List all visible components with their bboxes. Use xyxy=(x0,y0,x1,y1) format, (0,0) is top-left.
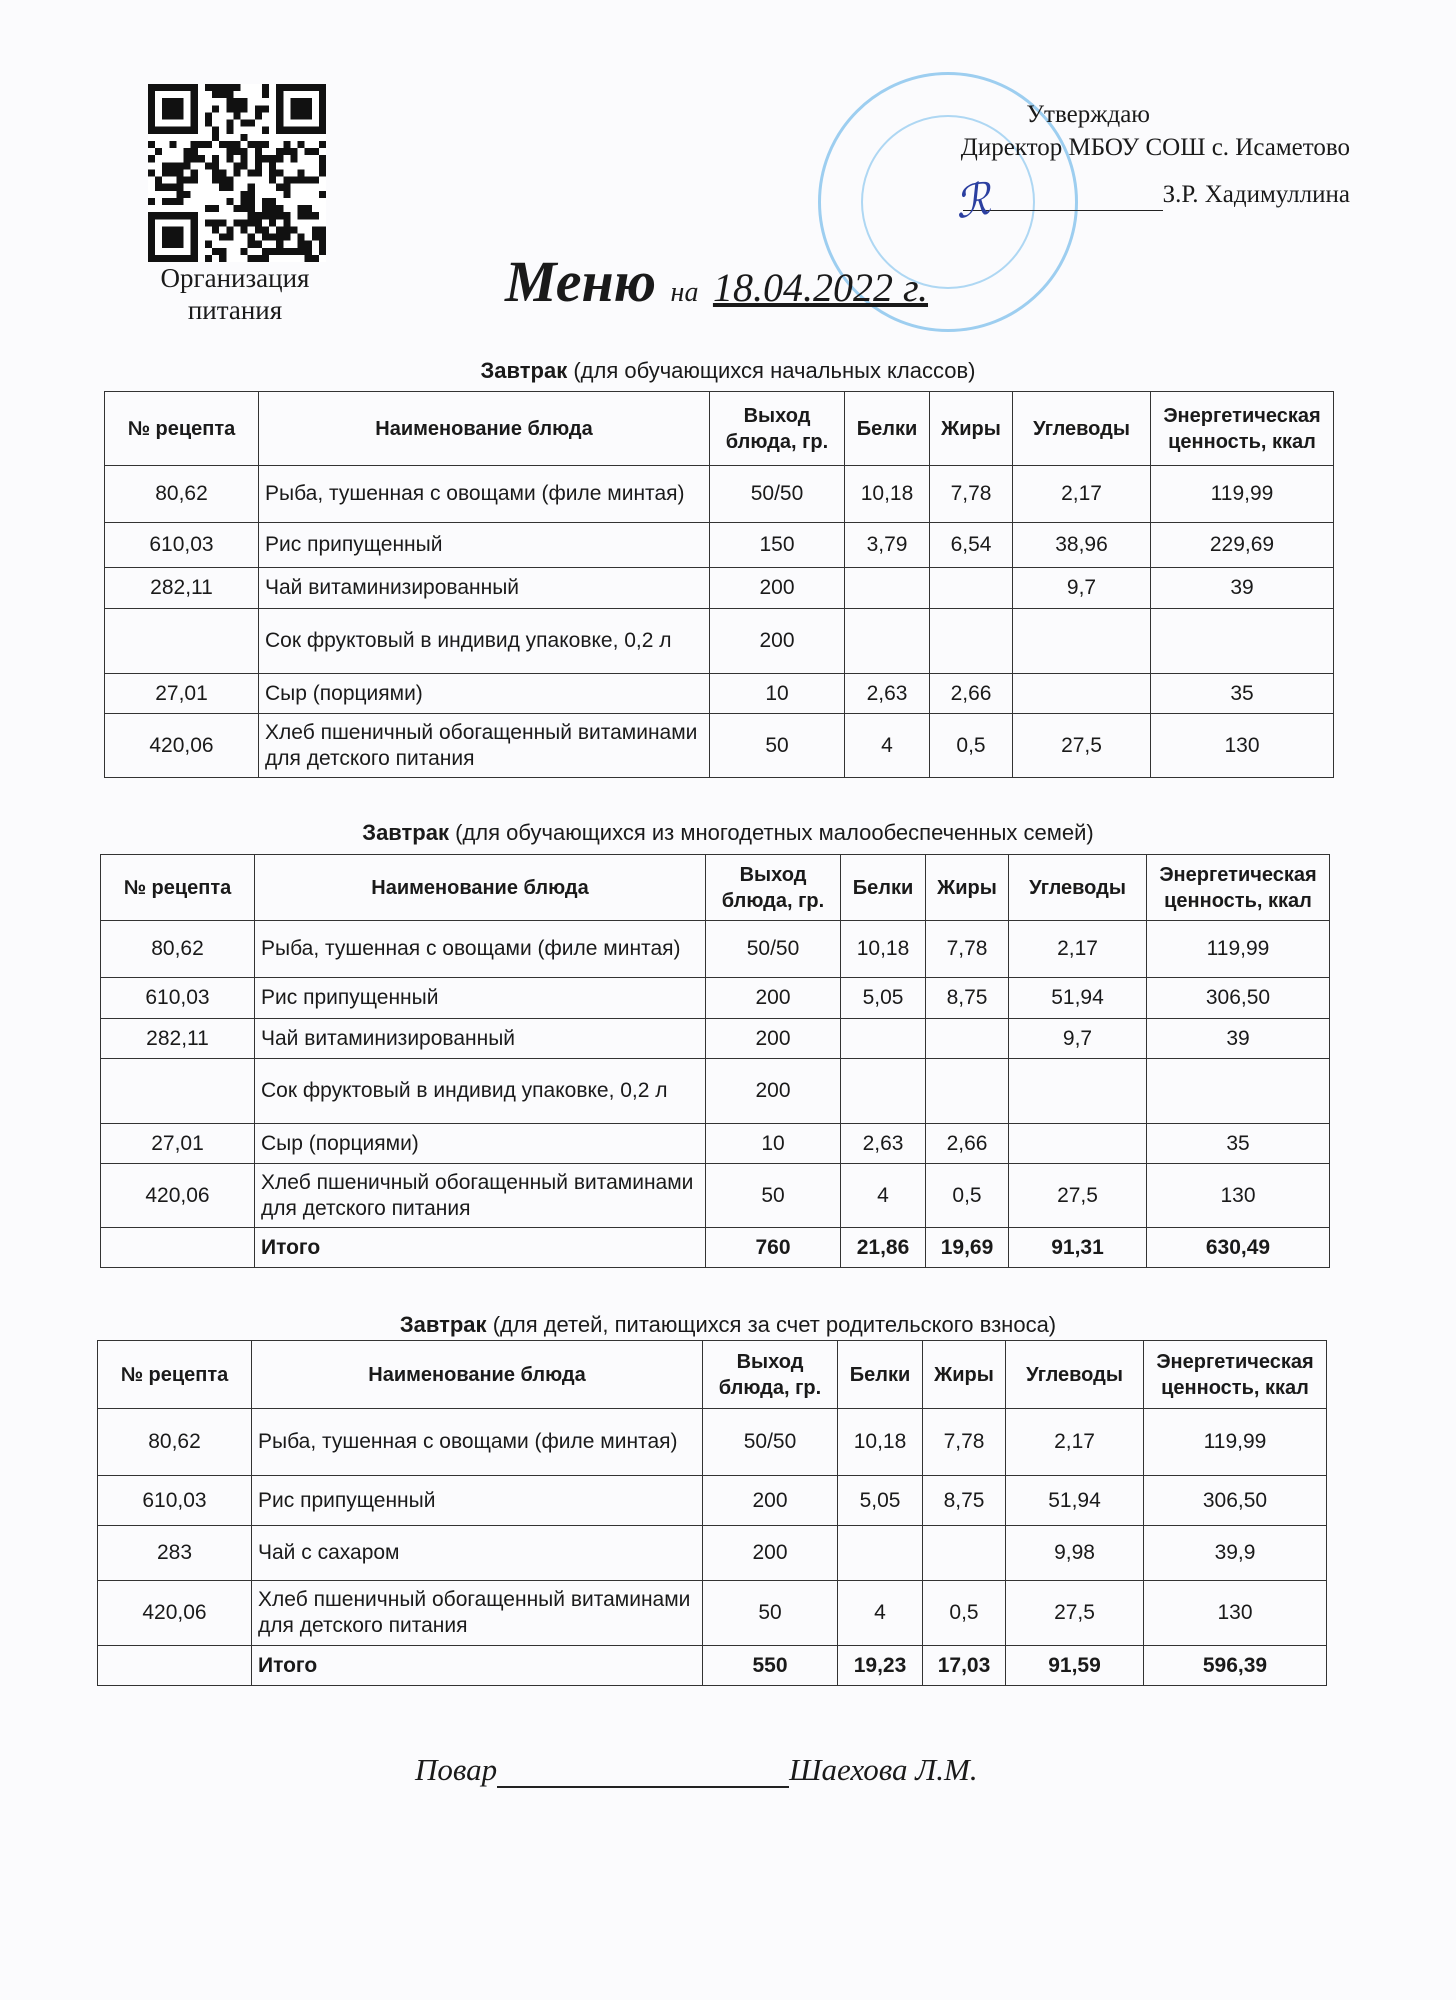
cook-role: Повар xyxy=(415,1752,498,1787)
cell: 50/50 xyxy=(703,1409,838,1476)
column-header: Белки xyxy=(845,392,930,466)
cell: 610,03 xyxy=(98,1476,252,1526)
cell: 7,78 xyxy=(926,921,1009,978)
cell: Сыр (порциями) xyxy=(255,1124,706,1164)
column-header: Наименование блюда xyxy=(259,392,710,466)
column-header: № рецепта xyxy=(98,1341,252,1409)
cell: 130 xyxy=(1147,1164,1330,1228)
cell: Рис припущенный xyxy=(252,1476,703,1526)
table-row xyxy=(101,978,1330,1019)
cell: 2,63 xyxy=(845,674,930,714)
cell: 3,79 xyxy=(845,523,930,568)
cell xyxy=(101,1228,255,1268)
table-row xyxy=(105,523,1334,568)
table-row xyxy=(101,1019,1330,1059)
cell: 80,62 xyxy=(105,466,259,523)
column-header: Энергетическая ценность, ккал xyxy=(1147,855,1330,921)
column-header: Жиры xyxy=(930,392,1013,466)
caption-group: (для обучающихся начальных классов) xyxy=(573,358,976,383)
cell xyxy=(845,568,930,609)
cell xyxy=(98,1646,252,1686)
cell xyxy=(838,1526,923,1581)
menu-table-paid xyxy=(97,1340,1327,1686)
cell: 91,31 xyxy=(1009,1228,1147,1268)
column-header: Углеводы xyxy=(1009,855,1147,921)
cell: 8,75 xyxy=(926,978,1009,1019)
table-caption-2 xyxy=(0,820,1456,846)
table-row xyxy=(101,1124,1330,1164)
column-header: Углеводы xyxy=(1013,392,1151,466)
cell: 7,78 xyxy=(923,1409,1006,1476)
cell: 91,59 xyxy=(1006,1646,1144,1686)
cell xyxy=(1013,609,1151,674)
table-row xyxy=(105,609,1334,674)
cell: 119,99 xyxy=(1144,1409,1327,1476)
cell: 19,69 xyxy=(926,1228,1009,1268)
cell xyxy=(1147,1059,1330,1124)
cell xyxy=(930,609,1013,674)
cell: 39,9 xyxy=(1144,1526,1327,1581)
cell: 130 xyxy=(1144,1581,1327,1646)
cell: 200 xyxy=(703,1526,838,1581)
cell: 27,01 xyxy=(105,674,259,714)
page-title xyxy=(505,248,928,315)
column-header: Выход блюда, гр. xyxy=(703,1341,838,1409)
cell: 4 xyxy=(845,714,930,778)
column-header: № рецепта xyxy=(101,855,255,921)
cell: Рыба, тушенная с овощами (филе минтая) xyxy=(259,466,710,523)
table-row xyxy=(101,921,1330,978)
cell: 610,03 xyxy=(101,978,255,1019)
cell: Итого xyxy=(255,1228,706,1268)
cell: 283 xyxy=(98,1526,252,1581)
cell: 7,78 xyxy=(930,466,1013,523)
cell: 200 xyxy=(703,1476,838,1526)
cell: Итого xyxy=(252,1646,703,1686)
cell: 229,69 xyxy=(1151,523,1334,568)
column-header: Энергетическая ценность, ккал xyxy=(1144,1341,1327,1409)
cell: 50 xyxy=(710,714,845,778)
cell: Сок фруктовый в индивид упаковке, 0,2 л xyxy=(255,1059,706,1124)
title-word: Меню xyxy=(505,249,657,314)
cell: 282,11 xyxy=(105,568,259,609)
cell: 306,50 xyxy=(1144,1476,1327,1526)
cell xyxy=(923,1526,1006,1581)
cell: 27,01 xyxy=(101,1124,255,1164)
cell: 51,94 xyxy=(1006,1476,1144,1526)
cell: Чай витаминизированный xyxy=(259,568,710,609)
cell: 5,05 xyxy=(841,978,926,1019)
qr-code xyxy=(148,84,326,262)
column-header: Жиры xyxy=(926,855,1009,921)
header-row xyxy=(105,392,1334,466)
cell: 596,39 xyxy=(1144,1646,1327,1686)
cell: Рыба, тушенная с овощами (филе минтая) xyxy=(255,921,706,978)
cell: 35 xyxy=(1151,674,1334,714)
cell: Сок фруктовый в индивид упаковке, 0,2 л xyxy=(259,609,710,674)
cell: 27,5 xyxy=(1013,714,1151,778)
cell: 50 xyxy=(703,1581,838,1646)
total-row xyxy=(98,1646,1327,1686)
caption-group: (для детей, питающихся за счет родительского взноса) xyxy=(492,1312,1057,1337)
caption-meal: Завтрак xyxy=(480,358,568,383)
cell: 150 xyxy=(710,523,845,568)
cell xyxy=(841,1019,926,1059)
cell: 420,06 xyxy=(105,714,259,778)
cell: Чай витаминизированный xyxy=(255,1019,706,1059)
cell: 50/50 xyxy=(710,466,845,523)
cell: Хлеб пшеничный обогащенный витаминами для детского питания xyxy=(259,714,710,778)
cell: 2,66 xyxy=(926,1124,1009,1164)
signature-line xyxy=(497,1758,789,1788)
cell: 6,54 xyxy=(930,523,1013,568)
qr-caption-line: Организация xyxy=(160,263,310,293)
cell: 10 xyxy=(710,674,845,714)
cell: 2,17 xyxy=(1006,1409,1144,1476)
table-row xyxy=(101,1164,1330,1228)
cell: 19,23 xyxy=(838,1646,923,1686)
cell: 9,98 xyxy=(1006,1526,1144,1581)
column-header: Выход блюда, гр. xyxy=(706,855,841,921)
cell: 27,5 xyxy=(1006,1581,1144,1646)
cell: 50 xyxy=(706,1164,841,1228)
column-header: Наименование блюда xyxy=(255,855,706,921)
column-header: Энергетическая ценность, ккал xyxy=(1151,392,1334,466)
cell: 420,06 xyxy=(101,1164,255,1228)
table-row xyxy=(98,1581,1327,1646)
cell: 9,7 xyxy=(1009,1019,1147,1059)
cell: 4 xyxy=(838,1581,923,1646)
cell: 80,62 xyxy=(101,921,255,978)
cell xyxy=(926,1059,1009,1124)
caption-group: (для обучающихся из многодетных малообеспеченных семей) xyxy=(455,820,1094,845)
qr-caption xyxy=(130,262,340,326)
table-row xyxy=(101,1059,1330,1124)
column-header: Наименование блюда xyxy=(252,1341,703,1409)
cell xyxy=(105,609,259,674)
cell: 39 xyxy=(1151,568,1334,609)
cell: 51,94 xyxy=(1009,978,1147,1019)
cell xyxy=(1009,1124,1147,1164)
table-row xyxy=(98,1409,1327,1476)
cell: 21,86 xyxy=(841,1228,926,1268)
cell: 2,17 xyxy=(1009,921,1147,978)
cell: 0,5 xyxy=(930,714,1013,778)
cell: 760 xyxy=(706,1228,841,1268)
column-header: Выход блюда, гр. xyxy=(710,392,845,466)
cell xyxy=(1009,1059,1147,1124)
column-header: Углеводы xyxy=(1006,1341,1144,1409)
cell xyxy=(845,609,930,674)
caption-meal: Завтрак xyxy=(362,820,449,845)
cell: 10 xyxy=(706,1124,841,1164)
cell: 9,7 xyxy=(1013,568,1151,609)
cell: 4 xyxy=(841,1164,926,1228)
qr-caption-line: питания xyxy=(187,295,283,325)
cell: Рис припущенный xyxy=(259,523,710,568)
cell: 2,66 xyxy=(930,674,1013,714)
column-header: Жиры xyxy=(923,1341,1006,1409)
cell: Хлеб пшеничный обогащенный витаминами для детского питания xyxy=(255,1164,706,1228)
cell: 0,5 xyxy=(923,1581,1006,1646)
cell: 50/50 xyxy=(706,921,841,978)
cell: 200 xyxy=(710,568,845,609)
cell: 10,18 xyxy=(838,1409,923,1476)
table-row xyxy=(105,568,1334,609)
signature-line xyxy=(963,186,1163,211)
cell xyxy=(1151,609,1334,674)
cell: 2,63 xyxy=(841,1124,926,1164)
cell: 10,18 xyxy=(841,921,926,978)
cell xyxy=(841,1059,926,1124)
table-row xyxy=(98,1526,1327,1581)
cell: 610,03 xyxy=(105,523,259,568)
cell: 630,49 xyxy=(1147,1228,1330,1268)
header-row xyxy=(101,855,1330,921)
director-name: З.Р. Хадимуллина xyxy=(1162,181,1350,208)
title-preposition: на xyxy=(670,277,699,308)
cook-name: Шаехова Л.М. xyxy=(789,1752,978,1787)
column-header: № рецепта xyxy=(105,392,259,466)
cell: Сыр (порциями) xyxy=(259,674,710,714)
cell: 306,50 xyxy=(1147,978,1330,1019)
cell: 282,11 xyxy=(101,1019,255,1059)
total-row xyxy=(101,1228,1330,1268)
approve-label: Утверждаю xyxy=(1026,101,1150,128)
director-position: Директор МБОУ СОШ с. Исаметово xyxy=(960,134,1350,161)
header-row xyxy=(98,1341,1327,1409)
cell: 80,62 xyxy=(98,1409,252,1476)
cell xyxy=(101,1059,255,1124)
cell: Чай с сахаром xyxy=(252,1526,703,1581)
caption-meal: Завтрак xyxy=(399,1312,487,1337)
cell: 200 xyxy=(706,1019,841,1059)
cell: 17,03 xyxy=(923,1646,1006,1686)
table-row xyxy=(105,674,1334,714)
cell: 38,96 xyxy=(1013,523,1151,568)
cell: 35 xyxy=(1147,1124,1330,1164)
cell: 39 xyxy=(1147,1019,1330,1059)
cell: 5,05 xyxy=(838,1476,923,1526)
cell: 119,99 xyxy=(1151,466,1334,523)
cell: 420,06 xyxy=(98,1581,252,1646)
table-row xyxy=(98,1476,1327,1526)
cell xyxy=(930,568,1013,609)
cell: 2,17 xyxy=(1013,466,1151,523)
table-caption-1 xyxy=(0,358,1456,384)
cell: Рис припущенный xyxy=(255,978,706,1019)
cell: 200 xyxy=(710,609,845,674)
cell: 119,99 xyxy=(1147,921,1330,978)
cook-signature xyxy=(415,1752,978,1788)
menu-table-large-families xyxy=(100,854,1330,1268)
cell: 550 xyxy=(703,1646,838,1686)
table-row xyxy=(105,714,1334,778)
cell: 0,5 xyxy=(926,1164,1009,1228)
cell: 8,75 xyxy=(923,1476,1006,1526)
cell xyxy=(926,1019,1009,1059)
menu-table-primary xyxy=(104,391,1334,778)
cell: 200 xyxy=(706,978,841,1019)
cell: 130 xyxy=(1151,714,1334,778)
table-caption-3 xyxy=(0,1312,1456,1338)
cell xyxy=(1013,674,1151,714)
cell: 27,5 xyxy=(1009,1164,1147,1228)
director-signature: ℛ xyxy=(951,174,994,229)
menu-date: 18.04.2022 г. xyxy=(712,265,929,310)
cell: Хлеб пшеничный обогащенный витаминами для детского питания xyxy=(252,1581,703,1646)
table-row xyxy=(105,466,1334,523)
column-header: Белки xyxy=(841,855,926,921)
cell: 200 xyxy=(706,1059,841,1124)
cell: 10,18 xyxy=(845,466,930,523)
column-header: Белки xyxy=(838,1341,923,1409)
cell: Рыба, тушенная с овощами (филе минтая) xyxy=(252,1409,703,1476)
